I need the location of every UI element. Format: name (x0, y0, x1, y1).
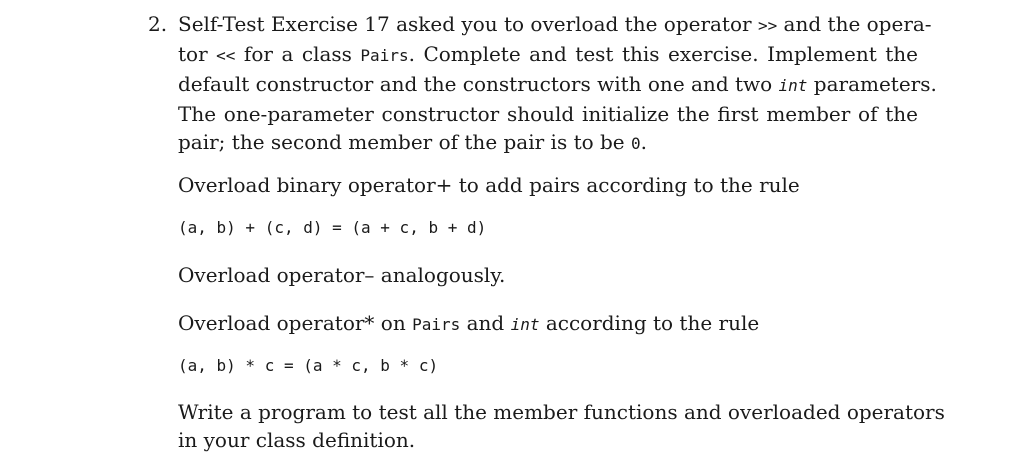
closing-line-2: in your class definition. (178, 428, 416, 452)
intro-line-2: tor << for a class Pairs. Complete and test this exercise. Implement the (178, 42, 919, 66)
class-name: Pairs (412, 315, 461, 334)
intro-paragraph (178, 10, 937, 158)
intro-line-4: The one-parameter constructor should initialize the first member of the (178, 102, 918, 126)
type-int: int (778, 76, 808, 95)
operator-extract: >> (757, 16, 778, 35)
intro-line-3: default constructor and the constructors with one and two int parameters. (178, 72, 937, 96)
plus-paragraph: Overload binary operator+ to add pairs according to the rule (178, 173, 800, 197)
zero-literal: 0 (631, 134, 641, 153)
exercise-number: 2. (148, 12, 168, 36)
plus-rule-code: (a, b) + (c, d) = (a + c, b + d) (178, 218, 487, 237)
intro-line-5: pair; the second member of the pair is to be 0. (178, 130, 647, 154)
times-paragraph: Overload operator* on Pairs and int according to the rule (178, 311, 760, 335)
minus-paragraph: Overload operator– analogously. (178, 263, 506, 287)
class-name: Pairs (360, 46, 409, 65)
closing-line-1: Write a program to test all the member functions and overloaded operators (178, 400, 945, 424)
times-rule-code: (a, b) * c = (a * c, b * c) (178, 356, 439, 375)
type-int: int (510, 315, 540, 334)
closing-paragraph (178, 398, 945, 454)
operator-insert: << (216, 46, 236, 65)
intro-line-1: Self-Test Exercise 17 asked you to overload the operator >> and the opera- (178, 12, 932, 36)
